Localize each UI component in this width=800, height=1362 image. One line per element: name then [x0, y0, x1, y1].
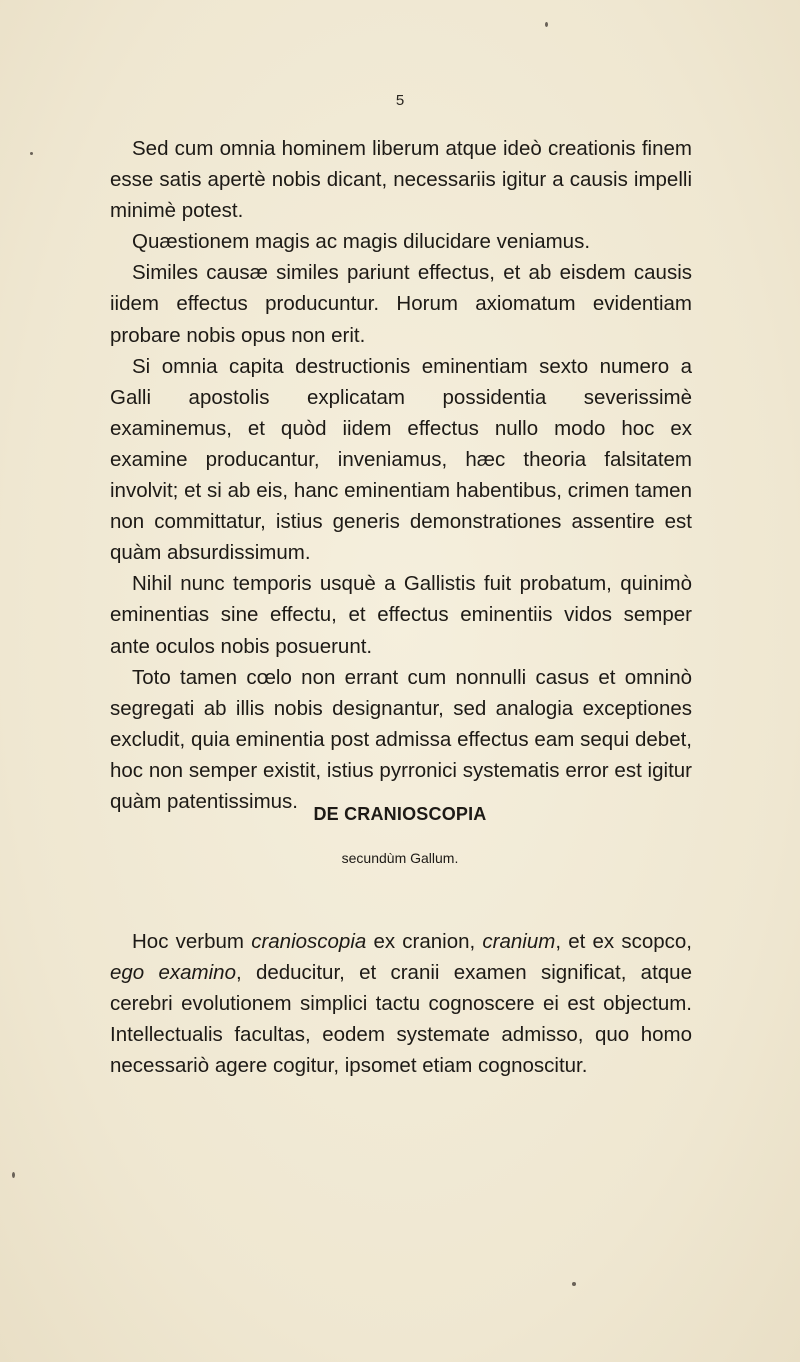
page-number: 5 [395, 92, 405, 109]
page-speck [30, 152, 33, 155]
paragraph: Nihil nunc temporis usquè a Gallistis fuit probatum, quinimò eminentias sine effectu, et effectus eminentiis vidos semper ante oculos nobis posuerunt. [110, 572, 692, 658]
paragraph: Si omnia capita destructionis eminentiam sexto numero a Galli apostolis explicatam possidentia severissimè examinemus, et quòd iidem effectus nullo modo hoc ex examine producantur, inveniamus, hæc theoria falsitatem involvit; et si ab eis, hanc eminentiam habentibus, crimen tamen non committatur, istius generis demonstrationes assentire est quàm absurdissimum. [110, 354, 692, 565]
text-run: ex cranion, [366, 930, 483, 953]
italic-term: cranioscopia [251, 930, 367, 953]
main-text [110, 133, 692, 817]
section-subheading: secundùm Gallum. [341, 850, 459, 866]
text-run: , et ex scopco, [555, 930, 692, 953]
section-heading: DE CRANIOSCOPIA [313, 804, 487, 824]
paragraph: Toto tamen cœlo non errant cum nonnulli casus et omninò segregati ab illis nobis designantur, sed analogia exceptiones excludit, quia eminentia post admissa effectus eam sequi debet, hoc non semper existit, istius pyrronici systematis error est igitur quàm patentissimus. [110, 665, 692, 813]
paragraph: Quæstionem magis ac magis dilucidare veniamus. [132, 230, 591, 254]
page-speck [545, 22, 548, 27]
paragraph [110, 926, 692, 1081]
page-speck [12, 1172, 15, 1178]
italic-term: ego examino [110, 961, 236, 985]
text-run: , deducitur, et cranii examen significat, atque cerebri evolutionem simplici tactu cognoscere ei est objectum. Intellectualis facultas, eodem systemate admisso, quo homo necessariò agere cogitur, ipsomet etiam cognoscitur. [110, 961, 692, 1078]
paragraph: Similes causæ similes pariunt effectus, et ab eisdem causis iidem effectus producuntur. Horum axiomatum evidentiam probare nobis opus non erit. [110, 261, 692, 347]
italic-term: cranium [482, 930, 556, 953]
section-text [110, 926, 692, 1081]
paragraph: Sed cum omnia hominem liberum atque ideò creationis finem esse satis apertè nobis dicant, necessariis igitur a causis impelli minimè potest. [110, 137, 692, 223]
text-run: Hoc verbum [132, 930, 252, 953]
page-speck [572, 1282, 576, 1286]
